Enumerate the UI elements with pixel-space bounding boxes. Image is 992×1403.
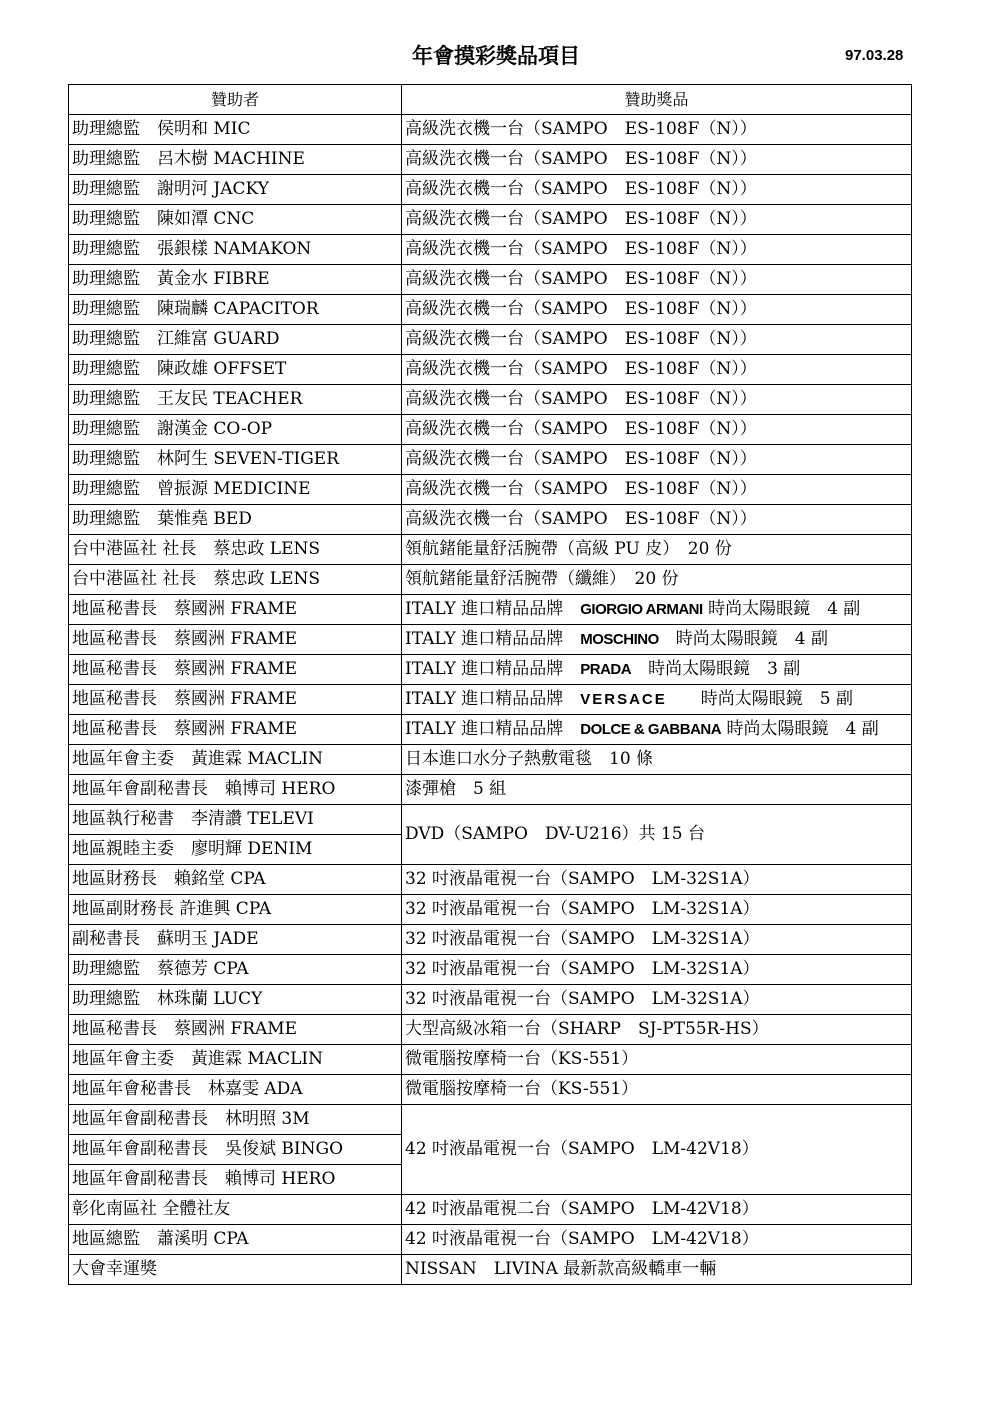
sponsor-cell: 助理總監 陳如潭 CNC <box>69 205 402 235</box>
prize-cell: 高級洗衣機一台（SAMPO ES-108F（N）） <box>402 325 912 355</box>
table-row <box>69 355 912 385</box>
sponsor-cell: 助理總監 林珠蘭 LUCY <box>69 985 402 1015</box>
prize-text: ITALY 進口精品品牌 <box>405 599 581 619</box>
prize-cell: 42 吋液晶電視二台（SAMPO LM-42V18） <box>402 1195 912 1225</box>
prize-cell: 高級洗衣機一台（SAMPO ES-108F（N）） <box>402 115 912 145</box>
prize-cell: 高級洗衣機一台（SAMPO ES-108F（N）） <box>402 235 912 265</box>
prize-cell <box>402 715 912 745</box>
sponsor-cell: 地區秘書長 蔡國洲 FRAME <box>69 715 402 745</box>
prize-cell: 高級洗衣機一台（SAMPO ES-108F（N）） <box>402 145 912 175</box>
sponsor-cell: 地區年會秘書長 林嘉雯 ADA <box>69 1075 402 1105</box>
prize-text: 時尚太陽眼鏡 4 副 <box>702 599 861 619</box>
brand-name: DOLCE & GABBANA <box>580 721 722 738</box>
sponsor-cell: 台中港區社 社長 蔡忠政 LENS <box>69 565 402 595</box>
sponsor-cell: 地區年會副秘書長 賴博司 HERO <box>69 775 402 805</box>
sponsor-cell: 助理總監 王友民 TEACHER <box>69 385 402 415</box>
sponsor-cell: 地區財務長 賴銘堂 CPA <box>69 865 402 895</box>
table-row <box>69 1195 912 1225</box>
sponsor-cell: 助理總監 張銀樣 NAMAKON <box>69 235 402 265</box>
table-row <box>69 895 912 925</box>
prize-cell: 日本進口水分子熱敷電毯 10 條 <box>402 745 912 775</box>
sponsor-cell: 彰化南區社 全體社友 <box>69 1195 402 1225</box>
table-row <box>69 775 912 805</box>
prize-cell: 高級洗衣機一台（SAMPO ES-108F（N）） <box>402 295 912 325</box>
prize-cell: 32 吋液晶電視一台（SAMPO LM-32S1A） <box>402 865 912 895</box>
table-row <box>69 385 912 415</box>
prize-cell: 高級洗衣機一台（SAMPO ES-108F（N）） <box>402 175 912 205</box>
prize-cell: 32 吋液晶電視一台（SAMPO LM-32S1A） <box>402 955 912 985</box>
prize-cell: 大型高級冰箱一台（SHARP SJ-PT55R-HS） <box>402 1015 912 1045</box>
prize-text: 時尚太陽眼鏡 4 副 <box>658 629 828 649</box>
prize-text: 時尚太陽眼鏡 5 副 <box>666 689 853 709</box>
table-row <box>69 295 912 325</box>
prize-cell: 32 吋液晶電視一台（SAMPO LM-32S1A） <box>402 985 912 1015</box>
sponsor-cell: 地區年會主委 黃進霖 MACLIN <box>69 1045 402 1075</box>
prize-cell: 高級洗衣機一台（SAMPO ES-108F（N）） <box>402 445 912 475</box>
prize-cell: DVD（SAMPO DV-U216）共 15 台 <box>402 805 912 865</box>
prize-cell: 領航鍺能量舒活腕帶（高級 PU 皮） 20 份 <box>402 535 912 565</box>
table-row <box>69 1105 912 1135</box>
prize-table <box>68 84 912 1285</box>
prize-cell: 高級洗衣機一台（SAMPO ES-108F（N）） <box>402 205 912 235</box>
prize-cell: 高級洗衣機一台（SAMPO ES-108F（N）） <box>402 265 912 295</box>
prize-text: ITALY 進口精品品牌 <box>405 719 581 739</box>
table-row <box>69 1225 912 1255</box>
sponsor-cell: 地區總監 蕭溪明 CPA <box>69 1225 402 1255</box>
prize-cell: 高級洗衣機一台（SAMPO ES-108F（N）） <box>402 505 912 535</box>
sponsor-cell: 助理總監 謝明河 JACKY <box>69 175 402 205</box>
table-row <box>69 805 912 835</box>
sponsor-cell: 助理總監 曾振源 MEDICINE <box>69 475 402 505</box>
table-row <box>69 595 912 625</box>
table-row <box>69 445 912 475</box>
sponsor-cell: 地區執行秘書 李清讚 TELEVI <box>69 805 402 835</box>
prize-cell: 領航鍺能量舒活腕帶（纖維） 20 份 <box>402 565 912 595</box>
sponsor-cell: 大會幸運獎 <box>69 1255 402 1285</box>
table-row <box>69 865 912 895</box>
sponsor-cell: 地區秘書長 蔡國洲 FRAME <box>69 655 402 685</box>
sponsor-cell: 地區秘書長 蔡國洲 FRAME <box>69 1015 402 1045</box>
prize-cell: 32 吋液晶電視一台（SAMPO LM-32S1A） <box>402 925 912 955</box>
prize-text: 時尚太陽眼鏡 3 副 <box>631 659 801 679</box>
prize-cell: 高級洗衣機一台（SAMPO ES-108F（N）） <box>402 385 912 415</box>
sponsor-cell: 助理總監 謝漢金 CO-OP <box>69 415 402 445</box>
sponsor-cell: 地區年會副秘書長 林明照 3M <box>69 1105 402 1135</box>
sponsor-cell: 地區年會主委 黃進霖 MACLIN <box>69 745 402 775</box>
table-header-row <box>69 85 912 115</box>
prize-cell: 42 吋液晶電視一台（SAMPO LM-42V18） <box>402 1225 912 1255</box>
table-row <box>69 1075 912 1105</box>
sponsor-cell: 助理總監 葉惟堯 BED <box>69 505 402 535</box>
prize-cell <box>402 655 912 685</box>
table-row <box>69 955 912 985</box>
prize-text: ITALY 進口精品品牌 <box>405 659 581 679</box>
table-row <box>69 175 912 205</box>
table-row <box>69 985 912 1015</box>
table-row <box>69 655 912 685</box>
sponsor-cell: 地區年會副秘書長 吳俊斌 BINGO <box>69 1135 402 1165</box>
table-row <box>69 1045 912 1075</box>
table-row <box>69 265 912 295</box>
sponsor-cell: 地區秘書長 蔡國洲 FRAME <box>69 595 402 625</box>
brand-name: MOSCHINO <box>580 631 659 648</box>
sponsor-cell: 助理總監 呂木樹 MACHINE <box>69 145 402 175</box>
sponsor-cell: 助理總監 江維富 GUARD <box>69 325 402 355</box>
table-row <box>69 1015 912 1045</box>
table-row <box>69 1255 912 1285</box>
prize-text: 時尚太陽眼鏡 4 副 <box>721 719 879 739</box>
prize-cell: 高級洗衣機一台（SAMPO ES-108F（N）） <box>402 355 912 385</box>
brand-name: GIORGIO ARMANI <box>580 601 703 618</box>
prize-cell: NISSAN LIVINA 最新款高級轎車一輛 <box>402 1255 912 1285</box>
table-row <box>69 745 912 775</box>
sponsor-cell: 助理總監 林阿生 SEVEN-TIGER <box>69 445 402 475</box>
sponsor-cell: 地區親睦主委 廖明輝 DENIM <box>69 835 402 865</box>
sponsor-cell: 地區年會副秘書長 賴博司 HERO <box>69 1165 402 1195</box>
prize-text: ITALY 進口精品品牌 <box>405 629 581 649</box>
prize-cell: 漆彈槍 5 組 <box>402 775 912 805</box>
table-row <box>69 685 912 715</box>
sponsor-cell: 地區秘書長 蔡國洲 FRAME <box>69 685 402 715</box>
table-row <box>69 715 912 745</box>
prize-cell: 微電腦按摩椅一台（KS-551） <box>402 1075 912 1105</box>
sponsor-cell: 地區秘書長 蔡國洲 FRAME <box>69 625 402 655</box>
prize-cell: 微電腦按摩椅一台（KS-551） <box>402 1045 912 1075</box>
table-row <box>69 475 912 505</box>
table-row <box>69 625 912 655</box>
prize-cell <box>402 685 912 715</box>
prize-cell: 32 吋液晶電視一台（SAMPO LM-32S1A） <box>402 895 912 925</box>
prize-cell <box>402 625 912 655</box>
document-date: 97.03.28 <box>845 47 904 64</box>
prize-cell: 高級洗衣機一台（SAMPO ES-108F（N）） <box>402 475 912 505</box>
sponsor-cell: 助理總監 陳政雄 OFFSET <box>69 355 402 385</box>
table-row <box>69 415 912 445</box>
table-row <box>69 115 912 145</box>
table-row <box>69 535 912 565</box>
column-header-sponsor: 贊助者 <box>69 85 402 115</box>
prize-cell: 高級洗衣機一台（SAMPO ES-108F（N）） <box>402 415 912 445</box>
table-row <box>69 325 912 355</box>
table-row <box>69 505 912 535</box>
table-row <box>69 205 912 235</box>
table-row <box>69 925 912 955</box>
table-row <box>69 235 912 265</box>
sponsor-cell: 助理總監 黃金水 FIBRE <box>69 265 402 295</box>
brand-name: PRADA <box>580 661 632 678</box>
table-row <box>69 565 912 595</box>
sponsor-cell: 助理總監 陳瑞麟 CAPACITOR <box>69 295 402 325</box>
sponsor-cell: 助理總監 蔡德芳 CPA <box>69 955 402 985</box>
prize-cell: 42 吋液晶電視一台（SAMPO LM-42V18） <box>402 1105 912 1195</box>
prize-cell <box>402 595 912 625</box>
column-header-prize: 贊助獎品 <box>402 85 912 115</box>
prize-text: ITALY 進口精品品牌 <box>405 689 581 709</box>
sponsor-cell: 台中港區社 社長 蔡忠政 LENS <box>69 535 402 565</box>
page-title: 年會摸彩獎品項目 <box>412 44 580 68</box>
table-row <box>69 145 912 175</box>
brand-name: VERSACE <box>580 691 667 708</box>
sponsor-cell: 助理總監 侯明和 MIC <box>69 115 402 145</box>
sponsor-cell: 地區副財務長 許進興 CPA <box>69 895 402 925</box>
sponsor-cell: 副秘書長 蘇明玉 JADE <box>69 925 402 955</box>
